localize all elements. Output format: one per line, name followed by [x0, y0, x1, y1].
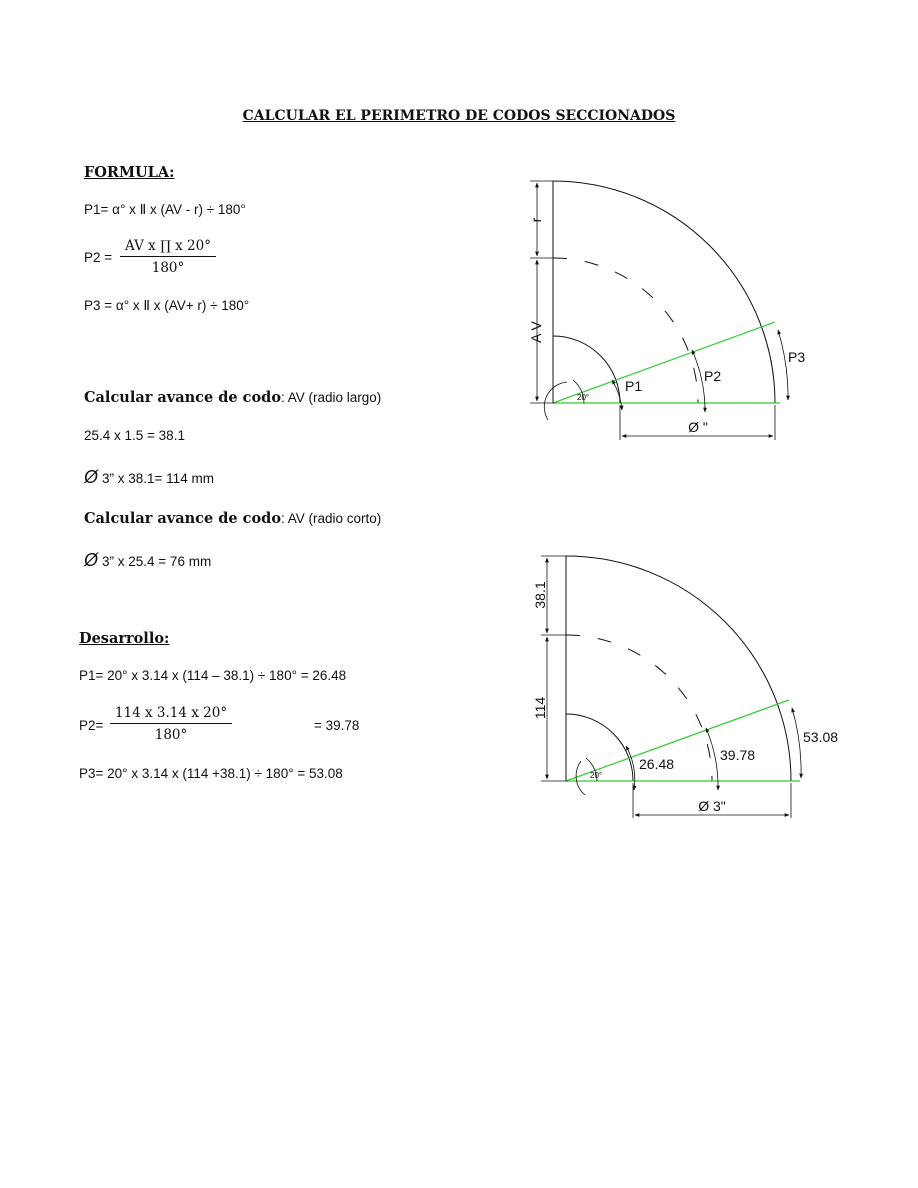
formula-p1: P1= α° x Ⅱ x (AV - r) ÷ 180° [84, 202, 246, 217]
formula-p2-numerator: AV x ∏ x 20° [120, 238, 216, 257]
avance-corto-label-rest: : AV (radio corto) [281, 511, 382, 526]
av-label: 114 [532, 696, 548, 720]
formula-p2-label: P2 = [84, 250, 113, 265]
elbow-diagram-2 [532, 556, 838, 818]
p2-label: 39.78 [720, 747, 756, 763]
desarrollo-p2-result: = 39.78 [314, 718, 360, 733]
elbow-diagram-1 [528, 181, 805, 440]
page-title: CALCULAR EL PERIMETRO DE CODOS SECCIONADOS [242, 108, 676, 124]
green-angle-line [566, 700, 789, 781]
desarrollo-p2-label: P2= [79, 718, 104, 733]
diameter-label: Ø 3" [698, 798, 726, 814]
diameter-symbol: Ø [84, 467, 99, 487]
desarrollo-p2-denominator: 180° [154, 727, 188, 743]
angle-label: 20° [577, 393, 590, 402]
green-angle-line [553, 322, 775, 403]
desarrollo-p2-numerator: 114 x 3.14 x 20° [110, 705, 232, 724]
avance-largo-line2: 3” x 38.1= 114 mm [102, 471, 214, 486]
p2-label: P2 [704, 368, 722, 384]
angle-label: 20° [590, 771, 603, 780]
outer-arc [566, 556, 791, 781]
avance-corto-label-bold: Calcular avance de codo [84, 510, 281, 527]
formula-heading: FORMULA: [84, 164, 175, 181]
desarrollo-p1: P1= 20° x 3.14 x (114 – 38.1) ÷ 180° = 26.48 [79, 668, 347, 683]
diameter-symbol: Ø [84, 550, 99, 570]
desarrollo-p3: P3= 20° x 3.14 x (114 +38.1) ÷ 180° = 53.08 [79, 766, 343, 781]
diameter-label: Ø " [688, 419, 708, 435]
p3-label: 53.08 [803, 729, 839, 745]
r-label: 38.1 [532, 581, 548, 609]
av-label: A V [528, 321, 544, 343]
desarrollo-heading: Desarrollo: [79, 630, 170, 647]
avance-largo-line1: 25.4 x 1.5 = 38.1 [84, 428, 185, 443]
outer-arc [553, 181, 775, 403]
r-label: r [528, 217, 544, 223]
p1-label: P1 [625, 378, 643, 394]
avance-corto-line1: 3” x 25.4 = 76 mm [102, 554, 212, 569]
avance-largo-label-rest: : AV (radio largo) [281, 390, 382, 405]
formula-p3: P3 = α° x Ⅱ x (AV+ r) ÷ 180° [84, 298, 250, 313]
formula-p2-denominator: 180° [151, 260, 185, 276]
avance-largo-label-bold: Calcular avance de codo [84, 389, 281, 406]
p3-label: P3 [788, 349, 806, 365]
p1-label: 26.48 [639, 756, 675, 772]
